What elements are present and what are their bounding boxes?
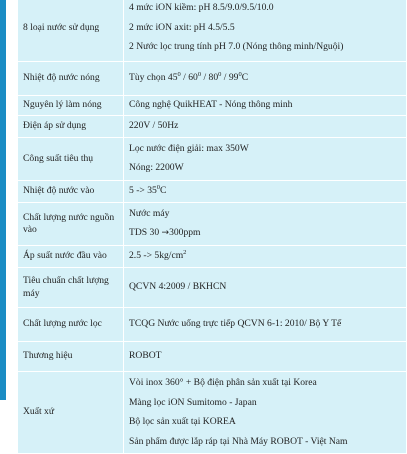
value-line: 2 mức iON axit: pH 4.5/5.5 (129, 21, 235, 33)
value-line: Lọc nước điện giải: max 350W (129, 143, 249, 154)
table-row (18, 308, 407, 342)
row-value-pressure: $2.5 -> 5kg/cm^2$ (124, 246, 407, 268)
value-line: Nóng: 2200W (129, 162, 184, 174)
row-value-standard: QCVN 4:2009 / BKHCN (124, 268, 407, 308)
value-line: Bộ lọc sản xuất tại KOREA (129, 416, 236, 428)
row-value-origin (124, 372, 407, 454)
table-row (18, 268, 407, 308)
table-row (18, 116, 407, 138)
row-value-brand: ROBOT (124, 342, 407, 372)
table-row (18, 372, 407, 454)
row-label-inlet-temp: Nhiệt độ nước vào (18, 180, 124, 202)
row-label-standard: Tiêu chuẩn chất lượng máy (18, 268, 124, 308)
table-row (18, 138, 407, 181)
row-value-filtered-water: TCQG Nước uống trực tiếp QCVN 6-1: 2010/ Bộ Y Tế (124, 308, 407, 342)
row-label-water-types: 8 loại nước sử dụng (18, 0, 124, 62)
row-value-power (124, 138, 407, 181)
row-value-source-water (124, 202, 407, 245)
value-line: Sản phẩm được lắp ráp tại Nhà Máy ROBOT - Việt Nam (129, 435, 348, 447)
value-line: Màng lọc iON Sumitomo - Japan (129, 396, 257, 408)
table-row (18, 180, 407, 202)
table-row (18, 62, 407, 96)
value-line: 4 mức iON kiềm: pH 8.5/9.0/9.5/10.0 (129, 2, 274, 14)
row-label-pressure: Áp suất nước đầu vào (18, 246, 124, 268)
row-label-hot-temp: Nhiệt độ nước nóng (18, 62, 124, 96)
row-value-heating: Công nghệ QuikHEAT - Nóng thông minh (124, 96, 407, 116)
left-border-bar (0, 0, 6, 400)
value-line: 2 Nước lọc trung tính pH 7.0 (Nóng thông minh/Nguội) (129, 41, 344, 53)
table-row (18, 96, 407, 116)
row-value-voltage: 220V / 50Hz (124, 116, 407, 138)
arrow-right-icon: → (161, 228, 170, 239)
row-label-voltage: Điện áp sử dụng (18, 116, 124, 138)
table-row (18, 0, 407, 62)
value-line: Vòi inox 360° + Bộ điện phân sản xuất tại Korea (129, 377, 317, 389)
row-label-brand: Thương hiệu (18, 342, 124, 372)
table-row (18, 202, 407, 245)
row-label-origin: Xuất xứ (18, 372, 124, 454)
row-label-heating: Nguyên lý làm nóng (18, 96, 124, 116)
row-value-water-types (124, 0, 407, 62)
row-value-inlet-temp: $5 -> 35^0C$ (124, 180, 407, 202)
row-label-power: Công suất tiêu thụ (18, 138, 124, 181)
tds-line: TDS 30 →300ppm (129, 227, 201, 239)
table-row (18, 342, 407, 372)
spec-table (17, 0, 407, 454)
row-value-hot-temp: Tùy chọn $45^0 / 60^0 / 80^0 / 99^0C$ (124, 62, 407, 96)
table-row (18, 246, 407, 268)
row-label-filtered-water: Chất lượng nước lọc (18, 308, 124, 342)
row-label-source-water: Chất lượng nước nguồn vào (18, 202, 124, 245)
value-line: Nước máy (129, 207, 170, 219)
